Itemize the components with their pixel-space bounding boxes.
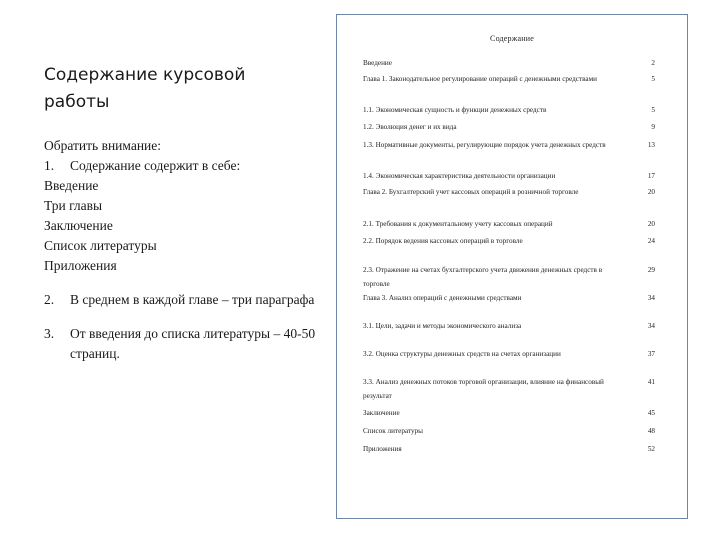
toc-entry-page: 34 (647, 294, 655, 302)
toc-entry (363, 103, 655, 117)
toc-entry-page: 45 (647, 409, 655, 417)
toc-entry-page: 20 (647, 220, 655, 228)
toc-entry-title: 2.3. Отражение на счетах бухгалтерского учета движения денежных средств в торговле (363, 266, 603, 288)
toc-entry-title: Глава 1. Законодательное регулирование операций с денежными средствами (363, 75, 597, 83)
toc-entry (363, 169, 655, 183)
toc-entry (363, 291, 655, 305)
toc-entry (363, 217, 655, 231)
toc-entry-title: 3.2. Оценка структуры денежных средств на счетах организации (363, 350, 561, 358)
toc-entry (363, 263, 655, 291)
toc-entry-title: 3.3. Анализ денежных потоков торговой организации, влияние на финансовый результат (363, 378, 604, 400)
toc-entry-title: 3.1. Цели, задачи и методы экономического анализа (363, 322, 522, 330)
toc-entry-title: Глава 2. Бухгалтерский учет кассовых операций в розничной торговле (363, 188, 579, 196)
toc-entry-page: 2 (651, 59, 655, 67)
notes-item-3 (44, 324, 324, 364)
toc-entry (363, 138, 655, 152)
toc-entry (363, 424, 655, 438)
component-introduction: Введение (44, 178, 99, 193)
toc-entry-page: 29 (647, 266, 655, 274)
notes-item-3-number: 3. (44, 326, 55, 341)
toc-entry (363, 120, 655, 134)
toc-entry (363, 72, 655, 86)
toc-entry-page: 48 (647, 427, 655, 435)
toc-entry (363, 347, 655, 361)
toc-entry-page: 34 (647, 322, 655, 330)
toc-entry (363, 406, 655, 420)
notes-block (44, 136, 324, 364)
toc-heading: Содержание (490, 34, 534, 43)
notes-item-1-number: 1. (44, 158, 55, 173)
toc-entry-title: 2.1. Требования к документальному учету кассовых операций (363, 220, 553, 228)
toc-entry-page: 41 (647, 378, 655, 386)
toc-entry-page: 5 (651, 75, 655, 83)
toc-entry-page: 9 (651, 123, 655, 131)
toc-entry-page: 5 (651, 106, 655, 114)
notes-item-3-text: От введения до списка литературы – 40-50 страниц. (70, 326, 316, 361)
toc-entry-title: Список литературы (363, 427, 423, 435)
component-bibliography: Список литературы (44, 238, 157, 253)
toc-entry-title: 1.1. Экономическая сущность и функции денежных средств (363, 106, 547, 114)
toc-entry (363, 375, 655, 403)
notes-item-1 (44, 156, 324, 176)
notes-item-2 (44, 290, 324, 310)
toc-entry (363, 442, 655, 456)
toc-entry-title: 1.2. Эволюция денег и их вида (363, 123, 457, 131)
component-conclusion: Заключение (44, 218, 113, 233)
toc-entry-title: 1.4. Экономическая характеристика деятельности организации (363, 172, 556, 180)
toc-entry-page: 52 (647, 445, 655, 453)
toc-entry-title: 1.3. Нормативные документы, регулирующие порядок учета денежных средств (363, 141, 606, 149)
toc-entry-title: 2.2. Порядок ведения кассовых операций в торговле (363, 237, 523, 245)
toc-entry-title: Заключение (363, 409, 400, 417)
notes-item-2-number: 2. (44, 292, 55, 307)
toc-entry (363, 185, 655, 199)
toc-entry-page: 17 (647, 172, 655, 180)
toc-entry (363, 234, 655, 248)
toc-entry-page: 20 (647, 188, 655, 196)
toc-entry (363, 56, 655, 70)
toc-entry-title: Глава 3. Анализ операций с денежными средствами (363, 294, 522, 302)
toc-entry-page: 37 (647, 350, 655, 358)
slide-title: Содержание курсовой работы (44, 65, 246, 112)
toc-entry-page: 13 (647, 141, 655, 149)
toc-entry-title: Введение (363, 59, 392, 67)
toc-page-image (336, 14, 688, 519)
toc-entry (363, 319, 655, 333)
notes-item-1-text: Содержание содержит в себе: (70, 158, 241, 173)
component-appendices: Приложения (44, 258, 117, 273)
toc-entry-title: Приложения (363, 445, 402, 453)
notes-heading: Обратить внимание: (44, 138, 162, 153)
toc-entry-page: 24 (647, 237, 655, 245)
component-chapters: Три главы (44, 198, 103, 213)
notes-item-2-text: В среднем в каждой главе – три параграфа (70, 292, 315, 307)
